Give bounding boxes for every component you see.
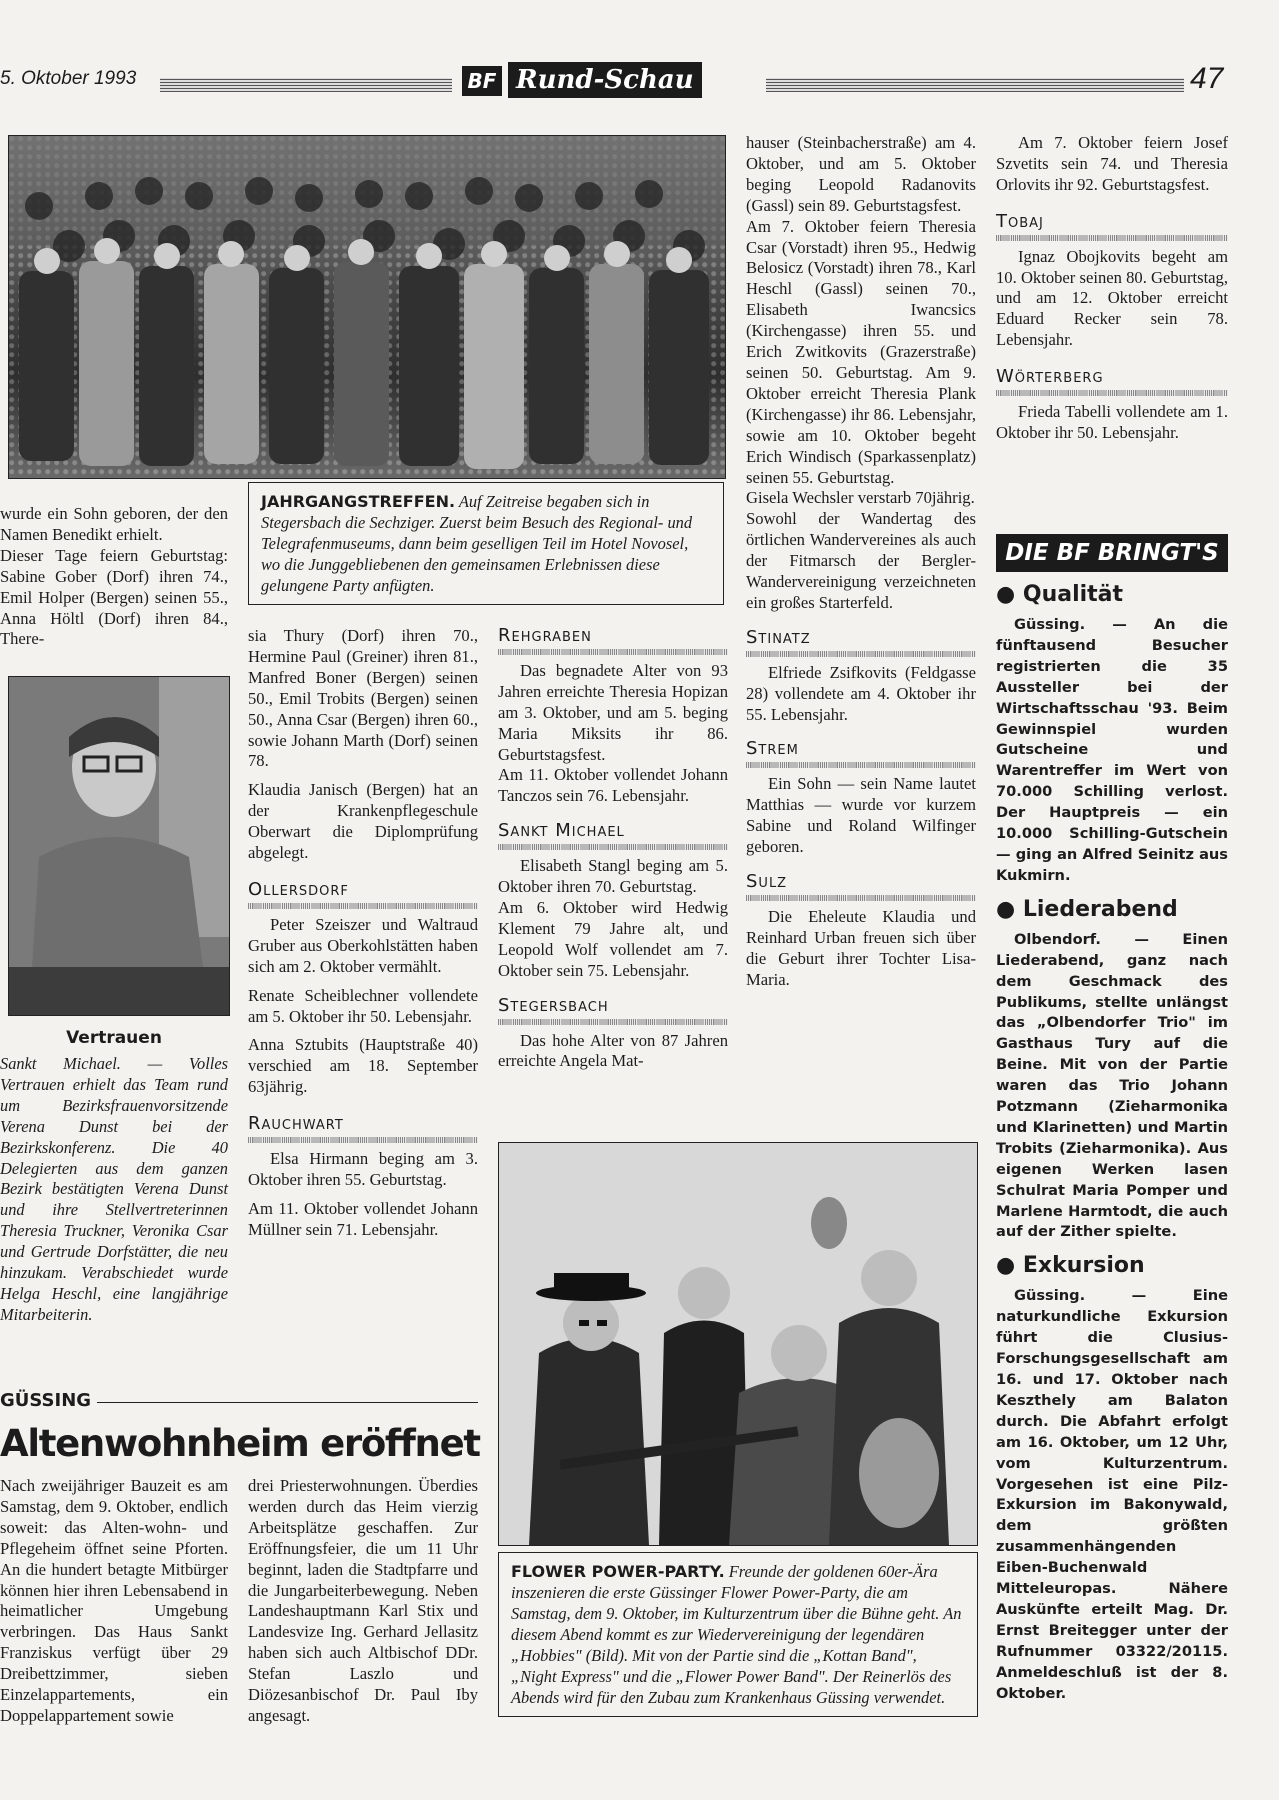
bf-item-heading-text: Liederabend bbox=[1022, 896, 1178, 922]
col1-paragraph: wurde ein Sohn geboren, der den Namen Benedikt erhielt. bbox=[0, 504, 228, 544]
column-1-top bbox=[0, 504, 228, 650]
col2-paragraph: Peter Szeiszer und Waltraud Gruber aus Oberkohlstätten haben sich am 2. Oktober vermählt. bbox=[248, 914, 478, 976]
col4-paragraph: Sowohl der Wandertag des örtlichen Wandervereines als auch der Fitmarsch der Bergler-Wandervereinigung verzeichneten ein großes Starterfeld. bbox=[746, 509, 976, 612]
col2-paragraph: sia Thury (Dorf) ihren 70., Hermine Paul (Greiner) ihren 81., Manfred Boner (Bergen) seinen 50., Emil Trobits (Bergen) seinen 50., Anna Csar (Bergen) ihren 60., sowie Johann Marth (Dorf) seinen 78. bbox=[248, 626, 478, 771]
column-4 bbox=[746, 133, 976, 991]
band-photo-caption bbox=[498, 1552, 978, 1717]
bf-item-heading-qualitaet bbox=[996, 582, 1228, 607]
col5-paragraph: Ignaz Obojkovits begeht am 10. Oktober seinen 80. Geburtstag, und am 12. Oktober erreicht Eduard Recker sein 78. Lebensjahr. bbox=[996, 246, 1228, 350]
bf-item-heading-text: Qualität bbox=[1022, 582, 1124, 607]
col2-paragraph: Am 11. Oktober vollendet Johann Müllner sein 71. Lebensjahr. bbox=[248, 1198, 478, 1239]
col5-paragraph: Frieda Tabelli vollendete am 1. Oktober ihr 50. Lebensjahr. bbox=[996, 402, 1228, 442]
bf-item-heading-liederabend bbox=[996, 897, 1228, 922]
col3-paragraph: Das hohe Alter von 87 Jahren erreichte Angela Mat- bbox=[498, 1030, 728, 1071]
col4-paragraph: Elfriede Zsifkovits (Feldgasse 28) vollendete am 4. Oktober ihr 55. Lebensjahr. bbox=[746, 662, 976, 724]
col4-paragraph: hauser (Steinbacherstraße) am 4. Oktober, und am 5. Oktober beging Leopold Radanovits (Gassl) sein 89. Geburtstagsfest. bbox=[746, 133, 976, 215]
header-rule-right bbox=[766, 78, 1184, 92]
group-photo-caption bbox=[248, 482, 724, 605]
column-5 bbox=[996, 133, 1228, 444]
section-heading-rehgraben: Rehgraben bbox=[498, 626, 728, 655]
group-caption-title: JAHRGANGSTREFFEN. bbox=[261, 492, 456, 511]
col3-paragraph: Das begnadete Alter von 93 Jahren erreichte Theresia Hopizan am 3. Oktober, und am 5. beging Maria Miksits ihr 86. Geburtstagsfest. bbox=[498, 660, 728, 764]
bf-item-heading-exkursion bbox=[996, 1253, 1228, 1278]
section-heading-stinatz: Stinatz bbox=[746, 628, 976, 657]
section-heading-sulz: Sulz bbox=[746, 872, 976, 901]
col3-paragraph: Am 6. Oktober wird Hedwig Klement 79 Jahre alt, und Leopold Wolf vollendet am 7. Oktober sein 75. Lebensjahr. bbox=[498, 897, 728, 980]
bf-item-text: Güssing. — An die fünftausend Besucher registrierten die 35 Aussteller bei der Wirtschaftsschau '93. Beim Gewinnspiel wurden Gutscheine und Warentreffer im Wert von 70.000 Schilling verlost. Der Hauptpreis — ein 10.000 Schilling-Gutschein — ging an Alfred Seinitz aus Kukmirn. bbox=[996, 616, 1228, 884]
band-caption-title: FLOWER POWER-PARTY. bbox=[511, 1562, 725, 1581]
band-photo bbox=[498, 1142, 978, 1546]
group-photo bbox=[8, 135, 726, 479]
bf-logo bbox=[462, 66, 502, 96]
col3-paragraph: Elisabeth Stangl beging am 5. Oktober ihren 70. Geburtstag. bbox=[498, 856, 728, 897]
article-headline: Altenwohnheim eröffnet bbox=[0, 1422, 480, 1465]
group-photo-figures bbox=[9, 136, 725, 478]
section-heading-rauchwart: Rauchwart bbox=[248, 1114, 478, 1143]
portrait-caption-title: Vertrauen bbox=[66, 1028, 162, 1048]
page-header bbox=[0, 62, 1240, 102]
article-column-2: drei Priesterwohnungen. Überdies werden durch das Heim vierzig Arbeitsplätze geschaffen. Zur Eröffnungsfeier, die um 11 Uhr beginnt, laden die Stadtpfarre und die Jungarbeiterbewegung. Neben Landeshauptmann Karl Stix und Landesvize Ing. Gerhard Jellasitz haben sich auch Altbischof DDr. Stefan Laszlo und Diözesanbischof Dr. Paul Iby angesagt. bbox=[248, 1476, 478, 1725]
col4-paragraph: Ein Sohn — sein Name lautet Matthias — wurde vor kurzem Sabine und Roland Wilfinger geboren. bbox=[746, 774, 976, 857]
bf-bringts-title: DIE BF BRINGT'S bbox=[996, 534, 1228, 572]
col2-paragraph: Anna Sztubits (Hauptstraße 40) verschied am 18. September 63jährig. bbox=[248, 1035, 478, 1097]
col5-paragraph: Am 7. Oktober feiern Josef Szvetits sein 74. und Theresia Orlovits ihr 92. Geburtstagsfest. bbox=[996, 133, 1228, 194]
band-figures bbox=[499, 1143, 977, 1545]
section-heading-tobaj: Tobaj bbox=[996, 212, 1228, 241]
col2-paragraph: Elsa Hirmann beging am 3. Oktober ihren 55. Geburtstag. bbox=[248, 1149, 478, 1189]
bf-logo-text: BF bbox=[467, 69, 497, 93]
portrait-caption bbox=[0, 1028, 228, 1326]
article-column-1: Nach zweijähriger Bauzeit es am Samstag, dem 9. Oktober, endlich soweit: das Alten-wohn- und Pflegeheim öffnet seine Pforten. An die hundert betagte Mitbürger können hier ihren Lebensabend in heimatlicher Umgebung verbringen. Das Haus Sankt Franziskus verfügt über 29 Dreibettzimmer, sieben Einzelappartements, ein Doppelappartement sowie bbox=[0, 1476, 228, 1725]
section-heading-stegersbach: Stegersbach bbox=[498, 996, 728, 1025]
bf-item-text: Güssing. — Eine naturkundliche Exkursion führt die Clusius-Forschungsgesellschaft am 16. und 17. Oktober nach Keszthely am Balaton durch. Die Abfahrt erfolgt am 16. Oktober, um 12 Uhr, vom Kulturzentrum. Vorgesehen ist eine Pilz-Exkursion im Bakonywald, dem größten zusammenhängenden Eiben-Buchenwald Mitteleuropas. Nähere Auskünfte erteilt Mag. Dr. Ernst Breitegger unter der Rufnummer 03322/20115. Anmeldeschluß ist der 8. Oktober. bbox=[996, 1287, 1228, 1702]
col1-paragraph: Dieser Tage feiern Geburtstag: Sabine Gober (Dorf) ihren 74., Emil Holper (Bergen) seinen 55., Anna Höltl (Dorf) ihren 84., There- bbox=[0, 545, 228, 649]
bf-item-heading-text: Exkursion bbox=[1022, 1253, 1145, 1279]
section-heading-ollersdorf: Ollersdorf bbox=[248, 880, 478, 909]
col2-paragraph: Klaudia Janisch (Bergen) hat an der Krankenpflegeschule Oberwart die Diplomprüfung abgelegt. bbox=[248, 780, 478, 863]
bf-bringts-box bbox=[996, 534, 1228, 1705]
bullet-icon: ● bbox=[996, 896, 1016, 922]
bullet-icon: ● bbox=[996, 1253, 1016, 1279]
section-heading-sankt-michael: Sankt Michael bbox=[498, 821, 728, 850]
col4-paragraph: Am 7. Oktober feiern Theresia Csar (Vorstadt) ihren 95., Hedwig Belosicz (Vorstadt) ihren 78., Karl Heschl (Gassl) seinen 70., Elisabeth Iwancsics (Kirchengasse) ihren 55. und Erich Zwitkovits (Grazerstraße) seinen 50. Geburtstag. Am 9. Oktober erreicht Theresia Plank (Kirchengasse) ihr 86. Lebensjahr, sowie am 10. Oktober begeht Erich Windisch (Sparkassenplatz) seinen 55. Geburtstag. bbox=[746, 216, 976, 487]
col4-paragraph: Gisela Wechsler verstarb 70jährig. bbox=[746, 488, 975, 508]
col3-paragraph: Am 11. Oktober vollendet Johann Tanczos sein 76. Lebensjahr. bbox=[498, 765, 728, 806]
column-2 bbox=[248, 626, 478, 1241]
rundschau-logo: Rund-Schau bbox=[508, 62, 702, 98]
group-caption-text: Auf Zeitreise begaben sich in Stegersbach die Sechziger. Zuerst beim Besuch des Regional- und Telegrafenmuseums, dann beim geselligen Teil im Hotel Novosel, wo die Junggebliebenen den gemeinsamen Erlebnissen diese gelungene Party anfügten. bbox=[261, 492, 693, 595]
portrait-figure bbox=[9, 677, 229, 1015]
section-heading-woerterberg: Wörterberg bbox=[996, 367, 1228, 396]
portrait-caption-text: Sankt Michael. — Volles Vertrauen erhielt das Team rund um Bezirksfrauenvorsitzende Verena Dunst bei der Bezirkskonferenz. Die 40 Delegierten aus dem ganzen Bezirk bestätigten Verena Dunst und ihre Stellvertreterinnen Theresia Truckner, Veronika Csar und Gertrude Dorfstätter, die neu hinzukam. Verabschiedet wurde Helga Heschl, eine langjährige Mitarbeiterin. bbox=[0, 1054, 228, 1324]
issue-date: 5. Oktober 1993 bbox=[0, 68, 137, 89]
band-caption-text: Freunde der goldenen 60er-Ära inszenieren die erste Güssinger Flower Power-Party, die am Samstag, dem 9. Oktober, im Kulturzentrum über die Bühne geht. An diesem Abend kommt es zur Wiedervereinigung der legendären „Hobbies" (Bild). Mit von der Partie sind die „Kottan Band", „Night Express" und die „Flower Power Band". Der Reinerlös des Abends wird für den Zubau zum Krankenhaus Güssing verwendet. bbox=[511, 1562, 962, 1707]
column-3 bbox=[498, 626, 728, 1072]
article-kicker bbox=[0, 1390, 478, 1414]
header-rule-left bbox=[160, 78, 452, 92]
bullet-icon: ● bbox=[996, 582, 1016, 607]
section-heading-strem: Strem bbox=[746, 739, 976, 768]
col2-paragraph: Renate Scheiblechner vollendete am 5. Oktober ihr 50. Lebensjahr. bbox=[248, 985, 478, 1026]
page-number: 47 bbox=[1190, 62, 1224, 95]
portrait-photo bbox=[8, 676, 230, 1016]
article-kicker-text: GÜSSING bbox=[0, 1390, 97, 1411]
col4-paragraph: Die Eheleute Klaudia und Reinhard Urban freuen sich über die Geburt ihrer Tochter Lisa-Maria. bbox=[746, 906, 976, 989]
bf-item-text: Olbendorf. — Einen Liederabend, ganz nach dem Geschmack des Publikums, stellte unlängst das „Olbendorfer Trio" im Gasthaus Tury auf die Beine. Mit von der Partie waren das Trio Johann Potzmann (Zieharmonika und Klarinetten) und Martin Trobits (Zieharmonika). Aus eigenen Werken lasen Schulrat Maria Pomper und Marlene Harmtodt, die auch auf der Zither spielte. bbox=[996, 930, 1228, 1241]
